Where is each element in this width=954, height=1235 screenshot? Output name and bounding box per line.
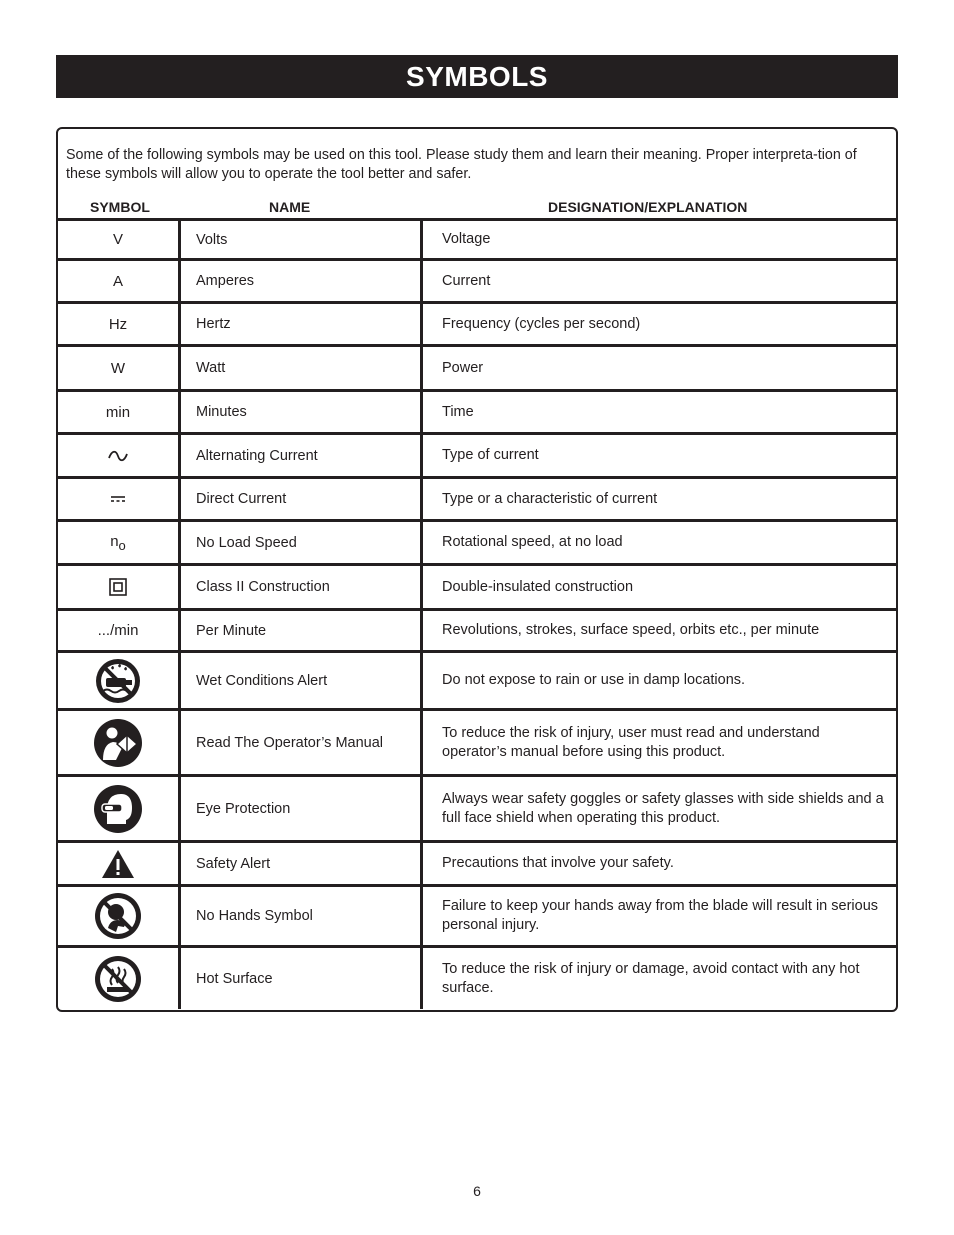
name-cell (178, 887, 420, 945)
name-cell (178, 948, 420, 1009)
page-title-banner (56, 55, 898, 98)
hot-surface-icon (94, 955, 142, 1003)
table-row (58, 708, 896, 774)
no-load-speed-icon (110, 533, 126, 553)
designation-cell (420, 435, 896, 476)
symbol-designation: Do not expose to rain or use in damp locations. (442, 672, 746, 688)
name-cell (178, 653, 420, 708)
symbol-name: Alternating Current (196, 447, 318, 464)
safety-alert-icon (101, 849, 135, 879)
class-ii-icon (109, 578, 127, 596)
symbol-name: No Hands Symbol (196, 908, 313, 924)
no-hands-icon (94, 892, 142, 940)
symbol-name: Minutes (196, 404, 247, 420)
table-row (58, 563, 896, 608)
symbol-designation: Time (442, 403, 474, 420)
symbol-designation: To reduce the risk of injury, user must read and understand operator’s manual before using this product. (442, 724, 820, 760)
symbol-name: Per Minute (196, 622, 267, 639)
read-manual-icon (93, 718, 143, 768)
dc-icon (110, 494, 126, 504)
wet-conditions-icon (93, 656, 143, 706)
designation-cell (420, 261, 896, 301)
table-row (58, 476, 896, 519)
designation-cell (420, 948, 896, 1009)
designation-cell (420, 711, 896, 774)
symbol-name: Wet Conditions Alert (196, 672, 328, 689)
symbol-cell (58, 347, 178, 389)
ac-tilde-icon (107, 449, 129, 463)
no-load-subscript: o (118, 537, 126, 553)
symbol-designation: Always wear safety goggles or safety glasses with side shields and a full face shield when operating this product. (442, 790, 884, 826)
symbol-text: Hz (108, 315, 128, 333)
symbol-designation: Type or a characteristic of current (442, 490, 658, 507)
symbol-cell (58, 261, 178, 301)
table-row (58, 945, 896, 1009)
symbol-cell (58, 435, 178, 476)
name-cell (178, 522, 420, 563)
name-cell (178, 711, 420, 774)
designation-cell (420, 392, 896, 432)
eye-protection-icon (93, 784, 143, 834)
column-header-symbol: SYMBOL (90, 199, 150, 215)
symbol-cell (58, 392, 178, 432)
name-cell (178, 435, 420, 476)
intro-text: Some of the following symbols may be used on this tool. Please study them and learn their meaning. Proper interpreta-tion of these symbols will allow you to operate the tool better and safer. (66, 147, 857, 182)
designation-cell (420, 304, 896, 344)
name-cell (178, 261, 420, 301)
symbol-cell (58, 566, 178, 608)
symbol-cell (58, 611, 178, 650)
designation-cell (420, 566, 896, 608)
name-cell (178, 392, 420, 432)
symbol-designation: Type of current (442, 447, 539, 463)
symbol-text: V (112, 231, 123, 248)
symbol-cell (58, 948, 178, 1009)
designation-cell (420, 522, 896, 563)
symbols-table-frame (56, 127, 898, 1012)
page-title: SYMBOLS (406, 61, 548, 92)
table-row (58, 218, 896, 258)
symbol-cell (58, 843, 178, 884)
designation-cell (420, 347, 896, 389)
name-cell (178, 304, 420, 344)
symbol-designation: To reduce the risk of injury or damage, avoid contact with any hot surface. (442, 960, 860, 996)
symbol-cell (58, 304, 178, 344)
symbol-designation: Frequency (cycles per second) (442, 315, 641, 332)
symbol-designation: Rotational speed, at no load (442, 534, 623, 550)
designation-cell (420, 653, 896, 708)
name-cell (178, 777, 420, 840)
symbol-designation: Power (442, 359, 484, 376)
symbol-name: Amperes (196, 273, 255, 289)
symbol-text: min (105, 403, 131, 421)
table-row (58, 650, 896, 708)
symbol-name: Watt (196, 360, 226, 376)
table-row (58, 301, 896, 344)
symbol-cell (58, 777, 178, 840)
symbol-cell (58, 479, 178, 519)
designation-cell (420, 611, 896, 650)
name-cell (178, 221, 420, 258)
symbol-name: Class II Construction (196, 579, 330, 595)
symbol-name: Safety Alert (196, 855, 271, 872)
name-cell (178, 479, 420, 519)
symbol-designation: Current (442, 272, 491, 289)
name-cell (178, 566, 420, 608)
table-row (58, 389, 896, 432)
page-number: 6 (473, 1183, 481, 1199)
column-header-name: NAME (269, 199, 311, 215)
symbol-cell (58, 653, 178, 708)
symbol-text: .../min (97, 622, 139, 639)
table-row (58, 519, 896, 563)
symbol-cell (58, 711, 178, 774)
symbol-name: Hot Surface (196, 970, 273, 987)
symbol-text: A (112, 272, 123, 290)
symbol-cell (58, 221, 178, 258)
table-row (58, 884, 896, 945)
designation-cell (420, 777, 896, 840)
symbol-designation: Voltage (442, 231, 491, 247)
table-row (58, 432, 896, 476)
symbol-designation: Precautions that involve your safety. (442, 855, 674, 871)
table-row (58, 344, 896, 389)
table-row (58, 774, 896, 840)
symbol-name: Volts (196, 231, 228, 248)
designation-cell (420, 843, 896, 884)
table-row (58, 258, 896, 301)
symbol-designation: Revolutions, strokes, surface speed, orbits etc., per minute (442, 622, 820, 638)
table-row (58, 840, 896, 884)
designation-cell (420, 221, 896, 258)
table-row (58, 608, 896, 650)
symbol-cell (58, 522, 178, 563)
no-load-base: n (110, 532, 119, 550)
symbol-name: Direct Current (196, 491, 287, 507)
symbol-name: Read The Operator’s Manual (196, 734, 383, 751)
symbol-name: Eye Protection (196, 800, 291, 817)
symbol-designation: Failure to keep your hands away from the blade will result in serious personal injury. (442, 898, 879, 933)
name-cell (178, 843, 420, 884)
symbol-text: W (110, 359, 126, 377)
designation-cell (420, 887, 896, 945)
symbol-name: Hertz (196, 316, 231, 332)
column-header-designation: DESIGNATION/EXPLANATION (548, 199, 748, 215)
name-cell (178, 347, 420, 389)
symbol-designation: Double-insulated construction (442, 578, 634, 595)
symbol-cell (58, 887, 178, 945)
name-cell (178, 611, 420, 650)
designation-cell (420, 479, 896, 519)
symbol-name: No Load Speed (196, 534, 297, 551)
